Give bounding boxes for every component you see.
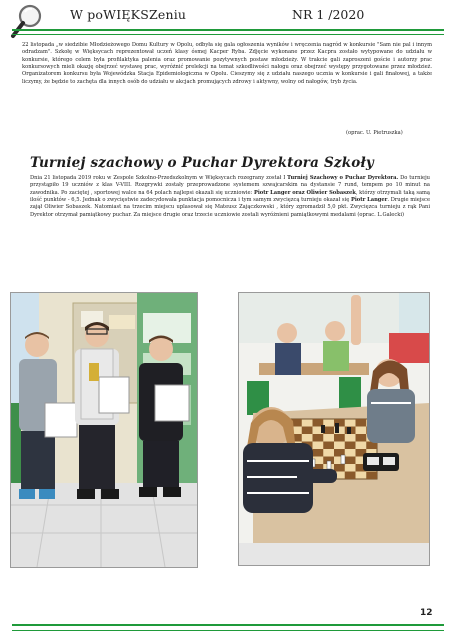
intro-signature: (oprac. U. Pietruszka) [346,130,403,136]
chess-game-photo [238,292,430,566]
header-rule [12,29,444,31]
intro-paragraph: 22 listopada „w siedzibie Młodzieżowego Domu Kultury w Opolu, odbyła się gala ogłoszenia wyników i wręczenia nagród w konkursie "Sam nie pal i innym odradzam". Szkołę w Więksycach reprezentował uczeń klasy ósmej Kacper Ryba. Zdjęcie wykonane przez Kacpra zostało wytypowane do udziału w konkursie, którego celem była profilaktyka palenia oraz promowanie pozytywnych postaw młodzieży. W trakcie gali zaproszeni goście i autorzy prac konkursowych mieli okazję obejrzeć wystawę prac, wyróżnić prelekcji na temat szkodliwości nałogu oraz obejrzeć występy przygotowane przez młodzież. Organizatorem konkursu była Wojewódzka Stacja Epidemiologiczna w Opolu. Cieszymy się z udziału naszego ucznia w konkursie i gali finałowej, a także liczymy, że będzie to zachęta dla innych osób do udziału w akcjach promujących zdrowy i aktywny, wolny od nałogów, tryb życia. [22,42,432,85]
footer-rule [12,624,444,626]
footer-rule-thin [12,630,444,631]
issue-number: NR 1 /2020 [292,7,365,22]
article-title: Turniej szachowy o Puchar Dyrektora Szkoły [30,155,374,171]
article-paragraph: Dnia 21 listopada 2019 roku w Zespole Szkolno-Przedszkolnym w Więksycach rozegrany został I Turniej Szachowy o Puchar Dyrektora. Do turnieju przystąpiło 19 uczniów z klas V-VIII. Rozgrywki zostały przeprowadzone systemem szwajcarskim na dystansie 7 rund, tempem po 10 minut na zawodnika. Po zaciętej , sportowej walce na 64 polach najlepsi okazali się uczniowie: Piotr Langer oraz Oliwier Sobaszek, którzy otrzymali taką samą ilość punktów - 6,5. Jednak o zwycięstwie zadecydowała punktacja pomocnicza i tym samym zwycięzcą turnieju okazał się Piotr Langer. Drugie miejsce zajął Oliwier Sobaszek. Natomiast na trzecim miejscu uplasował się Mateusz Zajączkowski , który zgromadził 5,0 pkt. Zwycięzca turnieju z rąk Pani Dyrektor otrzymał pamiątkowy puchar. Za miejsce drugie oraz trzecie uczniowie zostali wyróżnieni pamiątkowymi medalami (oprac. L.Galecki) [30,175,430,218]
magnifier-icon [6,2,46,42]
header-rule-thin [12,34,444,35]
newsletter-title: W poWIĘKSZeniu [70,7,187,22]
winners-photo [10,292,198,568]
page-number: 12 [420,608,433,618]
